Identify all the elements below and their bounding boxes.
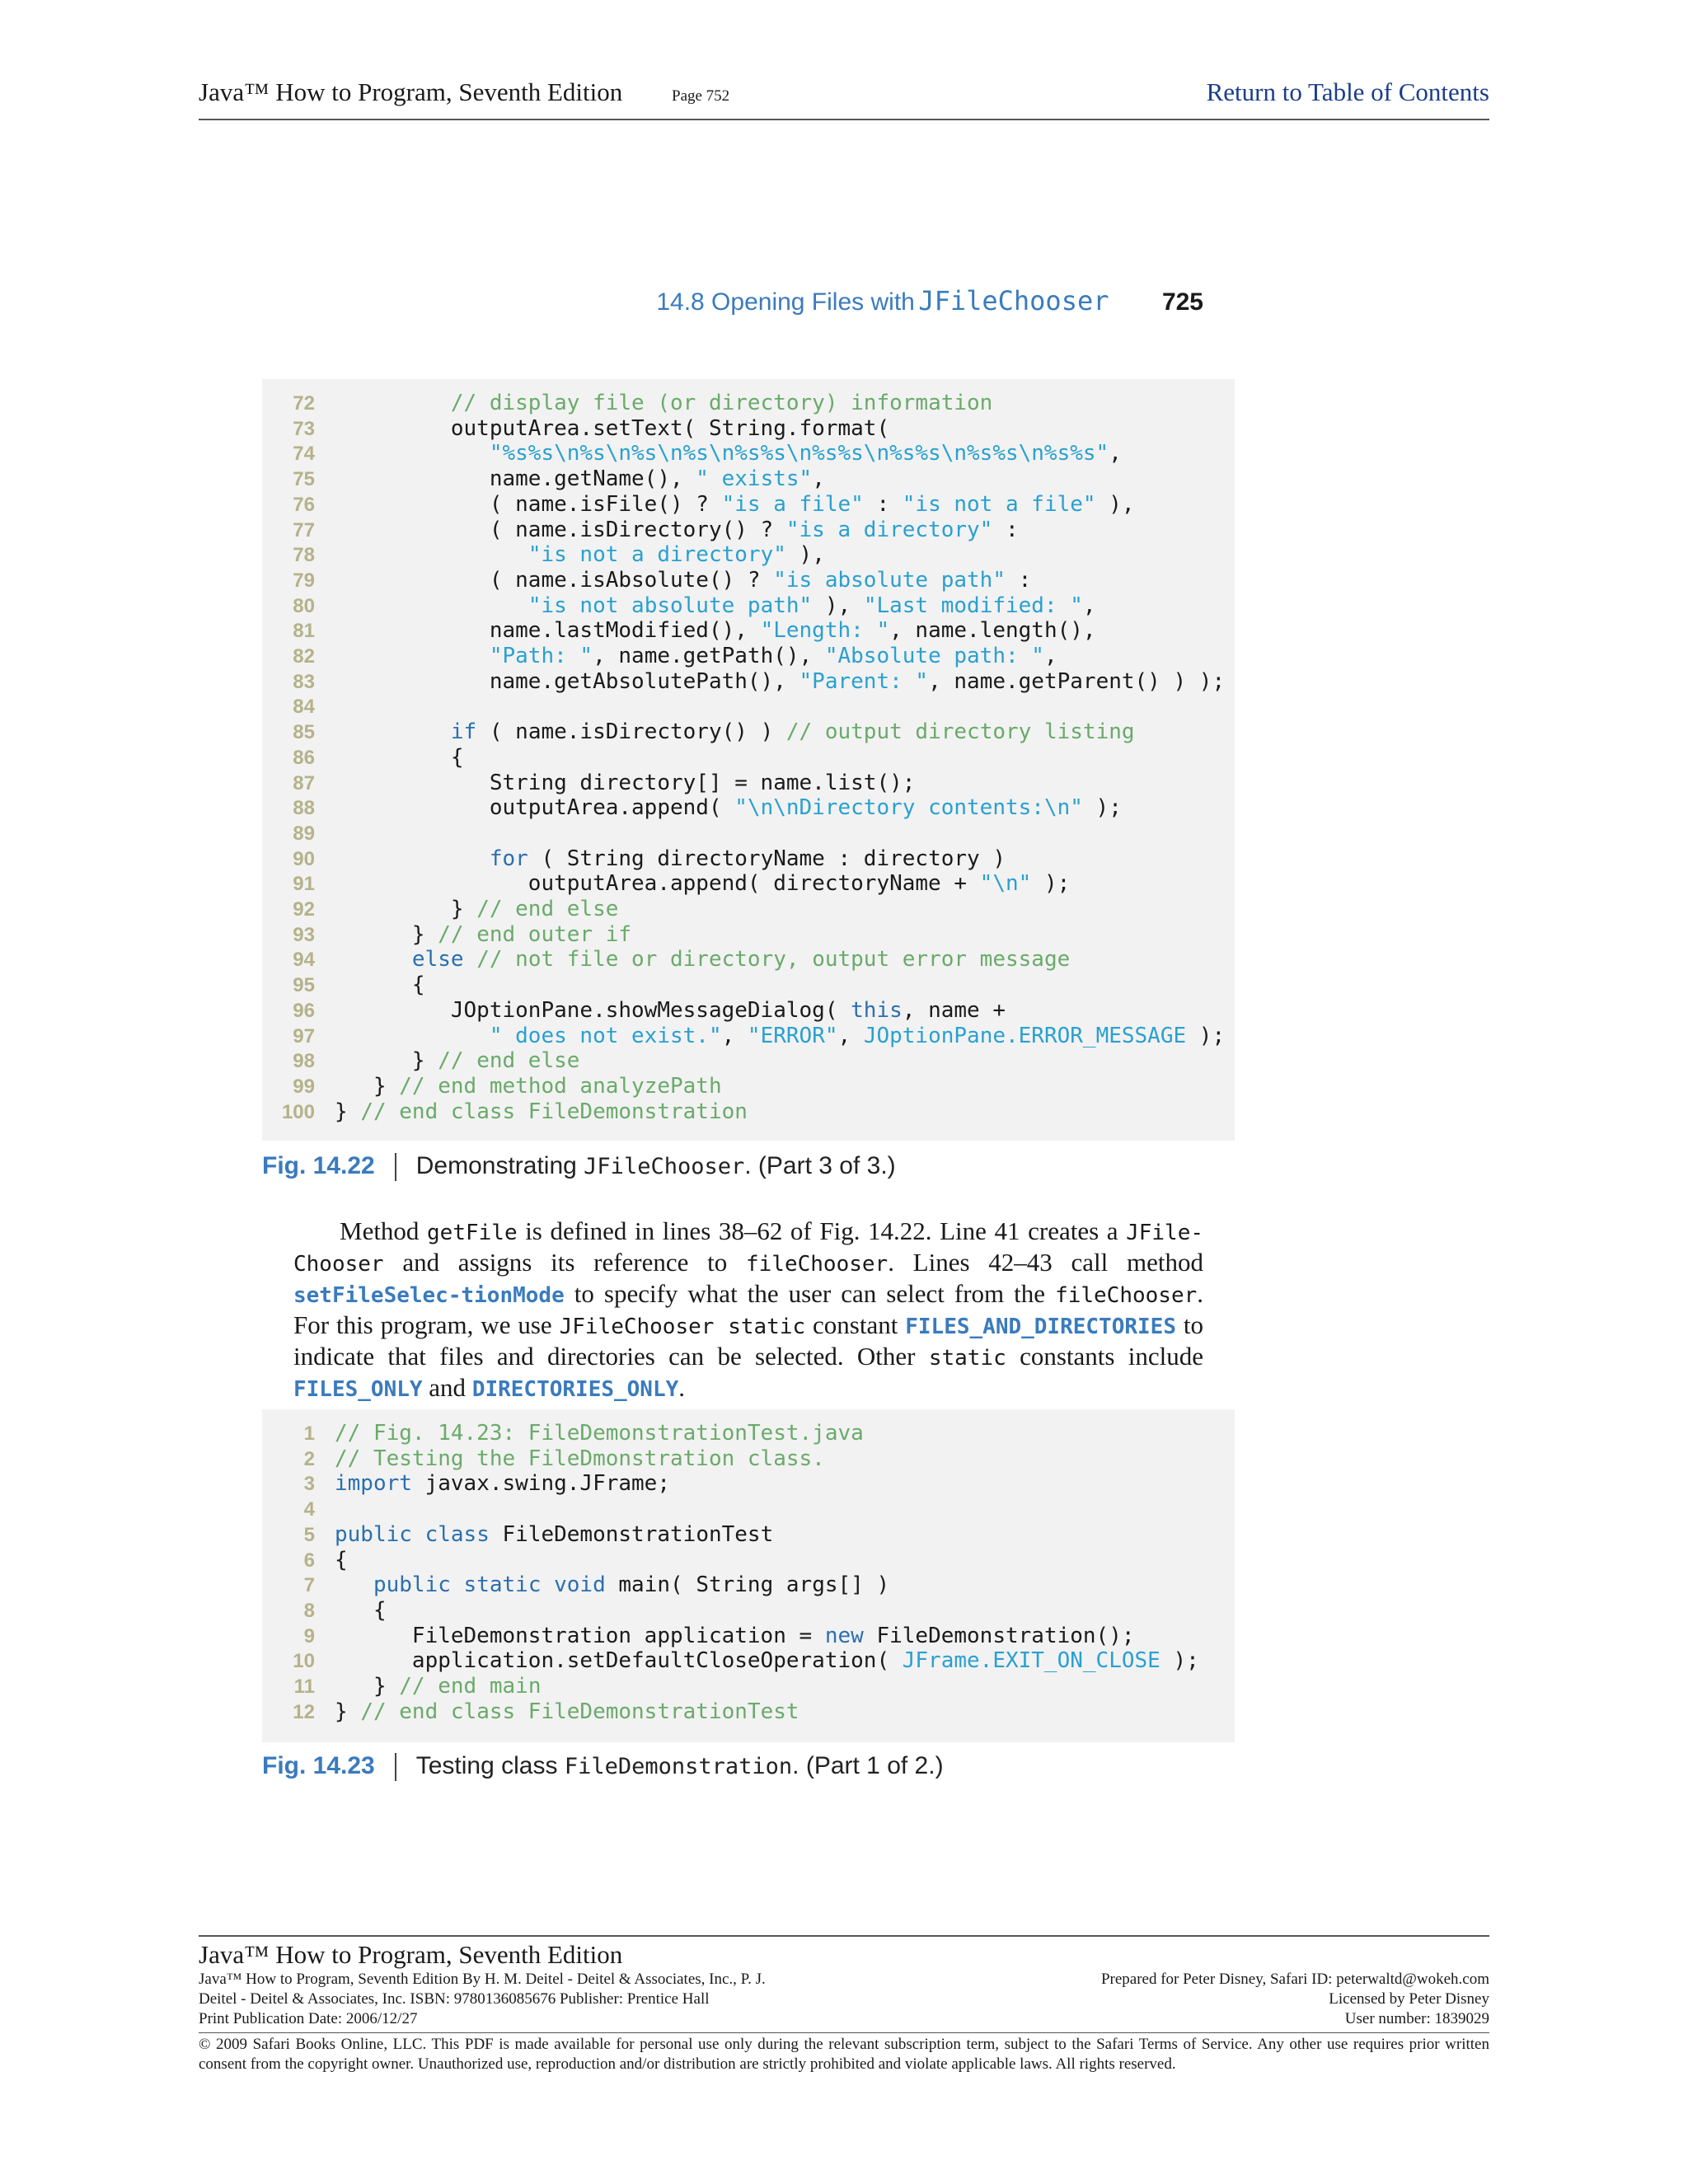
code-line xyxy=(269,972,425,998)
code-line xyxy=(269,771,915,796)
line-number: 86 xyxy=(293,746,315,769)
footer-line2-right: Licensed by Peter Disney xyxy=(1329,1990,1489,2008)
paragraph-text: to indicate that files and directories can be selected. Other xyxy=(293,1310,1203,1371)
inline-code: fileChooser xyxy=(746,1252,889,1277)
code-line xyxy=(269,391,992,416)
line-number: 97 xyxy=(293,1024,315,1047)
code-text: { xyxy=(335,1547,348,1572)
paragraph-text: constant xyxy=(805,1310,906,1339)
code-line xyxy=(269,1446,825,1472)
code-text: } // end main xyxy=(335,1674,542,1699)
paragraph-text: is defined in lines 38–62 of Fig. 14.22. Line 41 creates a xyxy=(517,1216,1127,1245)
code-line xyxy=(269,1048,579,1074)
code-text: public class FileDemonstrationTest xyxy=(335,1521,774,1547)
code-line xyxy=(269,518,1019,543)
line-number: 12 xyxy=(293,1700,315,1723)
running-head xyxy=(0,285,1203,316)
inline-code: static xyxy=(928,1346,1006,1371)
line-number: 94 xyxy=(293,949,315,972)
paragraph-text: and xyxy=(422,1373,472,1402)
footer-line2-left: Deitel - Deitel & Associates, Inc. ISBN: 9780136085676 Publisher: Prentice Hall xyxy=(199,1990,710,2008)
line-number: 88 xyxy=(293,797,315,820)
figure-caption-2 xyxy=(262,1752,944,1781)
line-number: 75 xyxy=(293,468,315,491)
code-line xyxy=(269,897,618,922)
code-line xyxy=(269,644,1057,669)
code-text: outputArea.append( directoryName + "\n" ); xyxy=(335,871,1071,897)
code-line xyxy=(269,1674,541,1699)
code-text: outputArea.append( "\n\nDirectory contents:\n" ); xyxy=(335,795,1122,821)
line-number: 5 xyxy=(303,1523,315,1546)
code-line xyxy=(269,1074,722,1099)
line-number: 72 xyxy=(293,392,315,415)
code-text: } // end else xyxy=(335,897,619,921)
caption-code: FileDemonstration xyxy=(564,1754,793,1779)
paragraph-text: . For this program, we use xyxy=(293,1279,1203,1339)
footer-copyright: © 2009 Safari Books Online, LLC. This PDF is made available for personal use only during the relevant subscription term, subject to the Safari Terms of Service. Any other use requires prior written consent from the copyright owner. Unauthorized use, reproduction and/or distribution are strictly prohibited and violate applicable laws. All rights reserved. xyxy=(199,2032,1489,2074)
line-number: 6 xyxy=(303,1549,315,1572)
page-label: Page 752 xyxy=(672,87,730,105)
code-line xyxy=(269,846,1006,872)
caption-text: Testing class xyxy=(415,1752,565,1779)
line-number: 82 xyxy=(293,645,315,668)
code-text: " does not exist.", "ERROR", JOptionPane.ERROR_MESSAGE ); xyxy=(489,1023,1226,1048)
code-text: ( name.isDirectory() ? "is a directory" : xyxy=(335,517,1019,542)
page-header xyxy=(199,76,1489,120)
code-text: } // end class FileDemonstrationTest xyxy=(335,1699,799,1724)
code-line xyxy=(269,998,1006,1024)
toc-link[interactable]: Return to Table of Contents xyxy=(1206,77,1489,106)
caption-divider xyxy=(395,1753,396,1781)
code-text: String directory[] = name.list(); xyxy=(335,770,916,795)
line-number: 100 xyxy=(281,1100,315,1123)
code-line xyxy=(269,1699,799,1725)
code-line xyxy=(269,1624,1135,1649)
code-line xyxy=(269,568,1031,593)
code-text: else // not file or directory, output error message xyxy=(411,947,1071,972)
line-number: 79 xyxy=(293,569,315,592)
line-number: 93 xyxy=(293,923,315,946)
code-text: import javax.swing.JFrame; xyxy=(335,1471,670,1497)
code-line xyxy=(269,745,464,771)
code-line xyxy=(269,922,631,948)
code-line xyxy=(269,821,335,846)
code-text: { xyxy=(335,1597,387,1623)
caption-code: JFileChooser xyxy=(584,1154,745,1179)
footer-line1-right: Prepared for Peter Disney, Safari ID: peterwaltd@wokeh.com xyxy=(1100,1971,1489,1988)
inline-code: setFileSelec-tionMode xyxy=(293,1283,565,1308)
line-number: 11 xyxy=(293,1675,315,1698)
code-line xyxy=(269,694,335,719)
line-number: 8 xyxy=(303,1599,315,1622)
footer-line3-right: User number: 1839029 xyxy=(1344,2010,1489,2027)
caption-suffix: . (Part 1 of 2.) xyxy=(792,1752,944,1779)
line-number: 87 xyxy=(293,771,315,794)
caption-text: Demonstrating xyxy=(415,1152,584,1179)
code-line xyxy=(269,1421,864,1446)
figure-caption-1 xyxy=(262,1152,896,1181)
code-line xyxy=(269,466,825,492)
line-number: 80 xyxy=(293,594,315,617)
code-line xyxy=(269,1648,1199,1674)
line-number: 77 xyxy=(293,518,315,541)
line-number: 98 xyxy=(293,1050,315,1073)
line-number: 96 xyxy=(293,999,315,1022)
code-text: { xyxy=(335,744,464,770)
line-number: 1 xyxy=(303,1422,315,1445)
body-paragraph xyxy=(293,1216,1203,1404)
code-text: "is not absolute path" ), "Last modified: ", xyxy=(528,593,1096,618)
inline-code: getFile xyxy=(427,1221,518,1245)
code-text: } // end class FileDemonstration xyxy=(335,1099,748,1124)
line-number: 74 xyxy=(293,443,315,466)
line-number: 95 xyxy=(293,974,315,997)
line-number: 81 xyxy=(293,620,315,643)
code-text: // Testing the FileDmonstration class. xyxy=(335,1446,825,1471)
code-text: public static void main( String args[] ) xyxy=(373,1572,890,1598)
figure-number: Fig. 14.22 xyxy=(262,1152,375,1179)
footer-title: Java™ How to Program, Seventh Edition xyxy=(199,1940,623,1969)
inline-code: JFile-Chooser xyxy=(293,1221,1204,1277)
code-text: } // end outer if xyxy=(335,921,632,947)
code-text: name.getAbsolutePath(), "Parent: ", name.getParent() ) ); xyxy=(335,668,1226,694)
line-number: 76 xyxy=(293,493,315,516)
code-line xyxy=(269,1497,335,1522)
paragraph-text: to specify what the user can select from the xyxy=(564,1279,1056,1308)
line-number: 92 xyxy=(293,898,315,921)
line-number: 89 xyxy=(293,822,315,845)
code-text: // display file (or directory) information xyxy=(450,391,993,415)
code-text: } // end else xyxy=(335,1048,580,1074)
paragraph-text: . Lines 42–43 call method xyxy=(888,1248,1203,1277)
code-line xyxy=(269,416,889,442)
line-number: 85 xyxy=(293,721,315,744)
code-line xyxy=(269,1522,773,1548)
paragraph-text: . xyxy=(678,1373,686,1402)
paragraph-text: constants include xyxy=(1006,1342,1203,1371)
code-line xyxy=(269,542,825,568)
code-line xyxy=(269,492,1135,518)
code-text: "%s%s\n%s\n%s\n%s\n%s%s\n%s%s\n%s%s\n%s%s\n%s%s", xyxy=(489,441,1122,466)
code-text: } // end method analyzePath xyxy=(335,1073,722,1099)
code-text: "Path: ", name.getPath(), "Absolute path: ", xyxy=(489,644,1057,668)
footer-line3-left: Print Publication Date: 2006/12/27 xyxy=(199,2010,418,2027)
page-footer xyxy=(199,1935,1489,2074)
code-line xyxy=(269,947,1070,972)
code-text: "is not a directory" ), xyxy=(528,542,825,568)
paragraph-text: and assigns its reference to xyxy=(383,1248,746,1277)
code-text: name.getName(), " exists", xyxy=(335,466,825,492)
line-number: 99 xyxy=(293,1075,315,1098)
code-line xyxy=(269,795,1122,821)
line-number: 4 xyxy=(303,1498,315,1521)
code-line xyxy=(269,1024,1225,1049)
code-text: { xyxy=(335,972,425,998)
inline-code: JFileChooser static xyxy=(559,1315,806,1339)
code-listing-2 xyxy=(262,1409,1235,1742)
section-code: JFileChooser xyxy=(918,285,1109,316)
code-line xyxy=(269,1099,748,1125)
code-text: for ( String directoryName : directory ) xyxy=(489,846,1006,871)
code-line xyxy=(269,719,1135,745)
code-line xyxy=(269,871,1070,897)
inline-code: FILES_ONLY xyxy=(293,1377,423,1402)
line-number: 10 xyxy=(293,1650,315,1673)
code-text: outputArea.setText( String.format( xyxy=(335,415,890,441)
code-line xyxy=(269,1598,387,1624)
line-number: 91 xyxy=(293,873,315,896)
code-text: if ( name.isDirectory() ) // output directory listing xyxy=(450,719,1135,745)
line-number: 78 xyxy=(293,544,315,567)
code-text: application.setDefaultCloseOperation( JFrame.EXIT_ON_CLOSE ); xyxy=(335,1648,1199,1674)
line-number: 90 xyxy=(293,847,315,870)
section-title: 14.8 Opening Files with xyxy=(656,288,915,316)
code-text: ( name.isAbsolute() ? "is absolute path" : xyxy=(335,567,1032,593)
book-title: Java™ How to Program, Seventh Edition xyxy=(199,77,623,106)
line-number: 3 xyxy=(303,1473,315,1496)
figure-number: Fig. 14.23 xyxy=(262,1752,375,1779)
caption-divider xyxy=(395,1153,396,1181)
inline-code: DIRECTORIES_ONLY xyxy=(471,1377,679,1402)
line-number: 83 xyxy=(293,670,315,693)
line-number: 2 xyxy=(303,1447,315,1470)
code-line xyxy=(269,1471,670,1497)
code-line xyxy=(269,441,1122,466)
paragraph-text: Method xyxy=(340,1216,428,1245)
line-number: 73 xyxy=(293,417,315,440)
code-line xyxy=(269,669,1225,695)
code-listing-1 xyxy=(262,379,1235,1141)
page-number: 725 xyxy=(1161,288,1203,316)
code-text: JOptionPane.showMessageDialog( this, name + xyxy=(335,997,1006,1023)
code-line xyxy=(269,1572,889,1598)
caption-suffix: . (Part 3 of 3.) xyxy=(744,1152,896,1179)
code-text: FileDemonstration application = new FileDemonstration(); xyxy=(335,1623,1135,1648)
code-line xyxy=(269,593,1096,619)
footer-line1-left: Java™ How to Program, Seventh Edition By H. M. Deitel - Deitel & Associates, Inc., P. J. xyxy=(199,1971,766,1988)
line-number: 7 xyxy=(303,1574,315,1597)
code-text: name.lastModified(), "Length: ", name.length(), xyxy=(335,618,1096,644)
inline-code: FILES_AND_DIRECTORIES xyxy=(905,1315,1176,1339)
code-line xyxy=(269,1548,348,1573)
line-number: 9 xyxy=(303,1624,315,1647)
code-line xyxy=(269,618,1096,644)
code-text: // Fig. 14.23: FileDemonstrationTest.java xyxy=(335,1421,864,1446)
inline-code: fileChooser xyxy=(1055,1283,1198,1308)
code-text: ( name.isFile() ? "is a file" : "is not a file" ), xyxy=(335,491,1135,517)
line-number: 84 xyxy=(293,696,315,719)
